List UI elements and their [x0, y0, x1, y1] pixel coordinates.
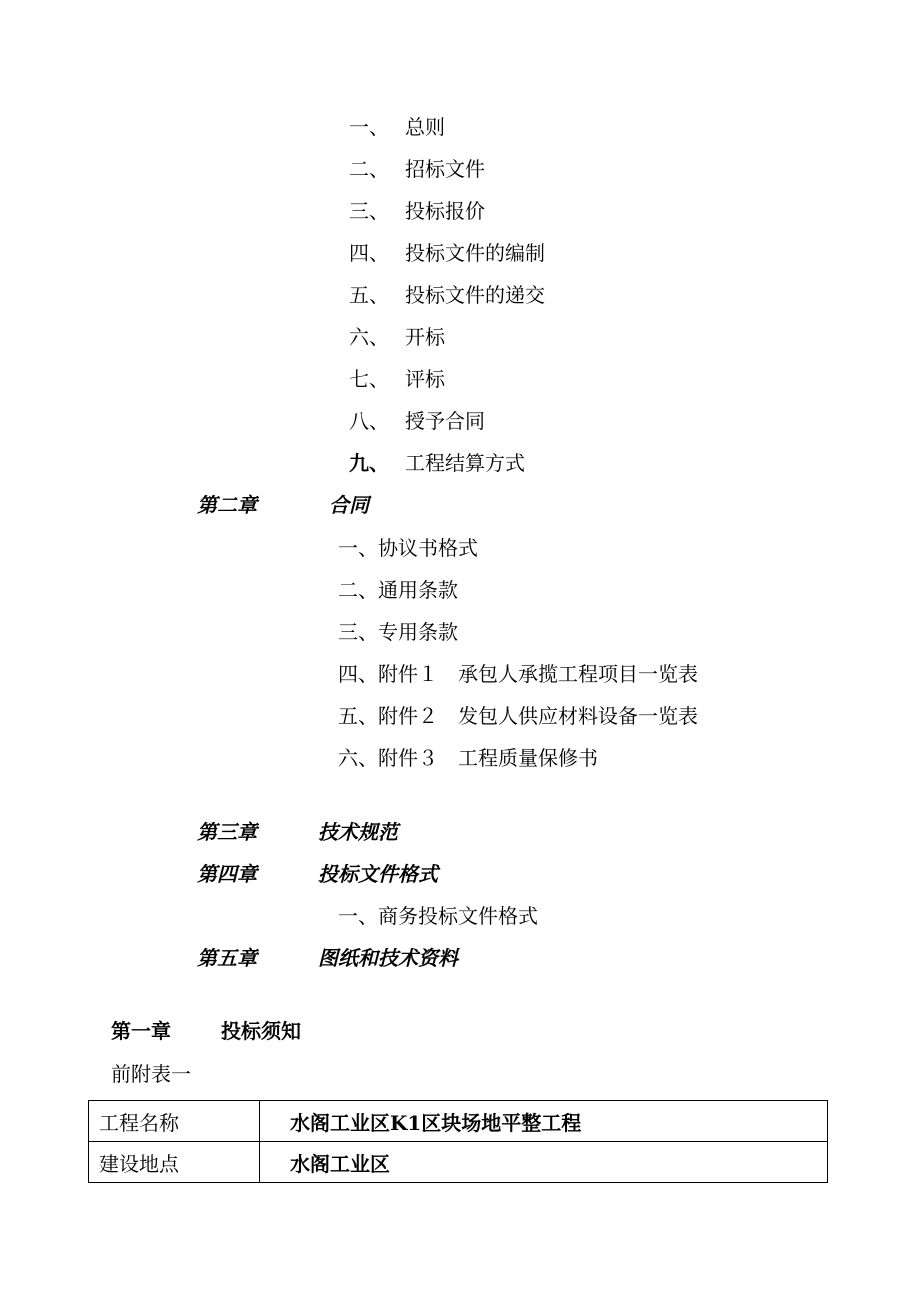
table-row [89, 1142, 828, 1183]
table-caption: 前附表一 [111, 1062, 191, 1086]
table-value: 水阁工业区K1区块场地平整工程 [260, 1101, 828, 1142]
toc-item [349, 241, 545, 265]
chapter-number: 第二章 [197, 493, 257, 517]
toc-item-title: 开标 [405, 325, 445, 349]
toc-item-title: 投标文件的递交 [405, 283, 545, 307]
toc-item-title: 招标文件 [405, 157, 485, 181]
toc-item [349, 199, 485, 223]
chapter-number: 第四章 [197, 862, 257, 886]
toc-item [349, 115, 445, 139]
chapter-title: 图纸和技术资料 [318, 946, 458, 970]
table-label: 建设地点 [89, 1142, 260, 1183]
toc-item-title: 评标 [405, 367, 445, 391]
toc-item: 五、附件２ 发包人供应材料设备一览表 [338, 704, 698, 728]
toc-item: 六、附件３ 工程质量保修书 [338, 746, 598, 770]
chapter-title: 合同 [329, 493, 369, 517]
toc-item: 三、专用条款 [338, 620, 458, 644]
toc-item-title: 投标文件的编制 [405, 241, 545, 265]
toc-item [349, 451, 525, 475]
chapter-title: 技术规范 [318, 820, 398, 844]
toc-item-title: 总则 [405, 115, 445, 139]
toc-item [349, 157, 485, 181]
chapter-title: 投标须知 [221, 1019, 301, 1043]
toc-item-number: 六、 [349, 325, 389, 349]
chapter-title: 投标文件格式 [318, 862, 438, 886]
toc-item-title: 工程结算方式 [405, 451, 525, 475]
chapter-number: 第一章 [111, 1019, 171, 1043]
toc-item-number: 三、 [349, 199, 389, 223]
toc-item: 一、协议书格式 [338, 536, 478, 560]
toc-item-number: 八、 [349, 409, 389, 433]
toc-item [349, 367, 445, 391]
toc-item [349, 409, 485, 433]
toc-item-number: 七、 [349, 367, 389, 391]
toc-item-number: 二、 [349, 157, 389, 181]
info-table [88, 1100, 828, 1183]
toc-item: 一、商务投标文件格式 [338, 904, 538, 928]
toc-item-title: 投标报价 [405, 199, 485, 223]
chapter-number: 第三章 [197, 820, 257, 844]
toc-item-number: 一、 [349, 115, 389, 139]
toc-item: 四、附件１ 承包人承揽工程项目一览表 [338, 662, 698, 686]
table-value: 水阁工业区 [260, 1142, 828, 1183]
chapter-number: 第五章 [197, 946, 257, 970]
table-label: 工程名称 [89, 1101, 260, 1142]
toc-item-number: 五、 [349, 283, 389, 307]
toc-item-number: 九、 [349, 451, 389, 475]
toc-item-title: 授予合同 [405, 409, 485, 433]
table-row [89, 1101, 828, 1142]
toc-item-number: 四、 [349, 241, 389, 265]
toc-item: 二、通用条款 [338, 578, 458, 602]
toc-item [349, 283, 545, 307]
toc-item [349, 325, 445, 349]
